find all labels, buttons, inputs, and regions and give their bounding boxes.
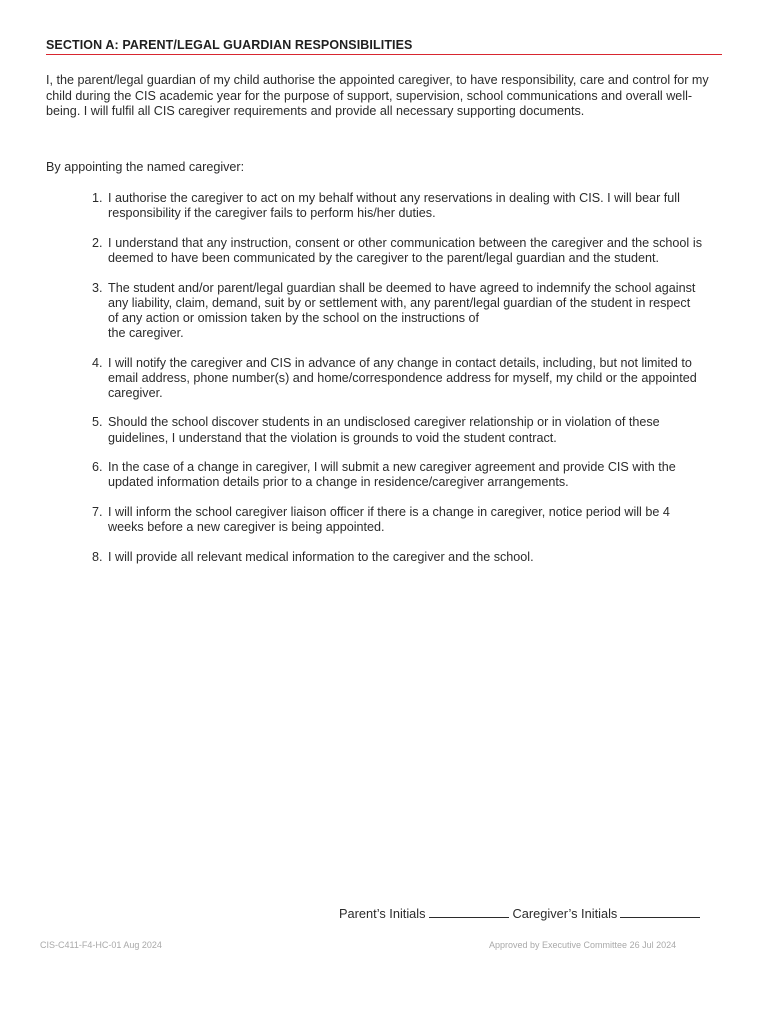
list-item (92, 460, 702, 490)
list-item-text-continuation: the caregiver. (108, 325, 184, 340)
responsibilities-list (92, 191, 702, 579)
list-item-text: In the case of a change in caregiver, I will submit a new caregiver agreement and provide CIS with the updated information details prior to a change in residence/caregiver arrangements. (108, 460, 676, 490)
list-item (92, 281, 702, 341)
list-item-text: I authorise the caregiver to act on my behalf without any reservations in dealing with CIS. I will bear full responsibility if the caregiver fails to perform his/her duties. (108, 191, 680, 221)
list-item-text: I will provide all relevant medical information to the caregiver and the school. (108, 549, 534, 564)
list-item (92, 505, 702, 535)
caregiver-initials-field[interactable] (620, 906, 700, 918)
list-item (92, 191, 702, 221)
list-item-text: I will notify the caregiver and CIS in advance of any change in contact details, including, but not limited to email address, phone number(s) and home/correspondence address for myself, my child or the appointed caregiver. (108, 355, 697, 400)
list-lead-text: By appointing the named caregiver: (46, 160, 245, 174)
intro-paragraph: I, the parent/legal guardian of my child authorise the appointed caregiver, to have responsibility, care and control for my child during the CIS academic year for the purpose of support, supervision, school communications and overall well-being. I will fulfil all CIS caregiver requirements and provide all necessary supporting documents. (46, 73, 709, 119)
parent-initials-field[interactable] (429, 906, 509, 918)
parent-initials-label: Parent’s Initials (339, 906, 426, 921)
list-item-number: 1. (92, 191, 103, 205)
list-item (92, 415, 702, 445)
list-item-number: 3. (92, 280, 103, 295)
list-item-number: 8. (92, 549, 103, 564)
section-title: SECTION A: PARENT/LEGAL GUARDIAN RESPONSIBILITIES (46, 38, 722, 55)
list-item (92, 236, 702, 266)
list-item (92, 550, 702, 565)
footer-approval-note: Approved by Executive Committee 26 Jul 2024 (489, 940, 677, 950)
initials-row (339, 906, 704, 921)
list-item-number: 4. (92, 355, 103, 370)
list-item-number: 2. (92, 235, 103, 250)
list-item-number: 5. (92, 415, 103, 430)
footer-form-code: CIS-C411-F4-HC-01 Aug 2024 (40, 940, 162, 950)
list-item-text: Should the school discover students in an undisclosed caregiver relationship or in violation of these guidelines, I understand that the violation is grounds to void the student contract. (108, 415, 660, 445)
list-item-number: 7. (92, 504, 103, 519)
caregiver-initials-label: Caregiver’s Initials (512, 906, 618, 921)
list-item-number: 6. (92, 460, 103, 475)
list-item-text: The student and/or parent/legal guardian shall be deemed to have agreed to indemnify the school against any liability, claim, demand, suit by or settlement with, any parent/legal guardian of the student in respect of any action or omission taken by the school on the instructions of (108, 280, 696, 325)
list-item (92, 356, 702, 401)
list-item-text: I will inform the school caregiver liaison officer if there is a change in caregiver, notice period will be 4 weeks before a new caregiver is being appointed. (108, 504, 670, 535)
list-item-text: I understand that any instruction, consent or other communication between the caregiver and the school is deemed to have been communicated by the caregiver to the parent/legal guardian and the student. (108, 235, 702, 265)
